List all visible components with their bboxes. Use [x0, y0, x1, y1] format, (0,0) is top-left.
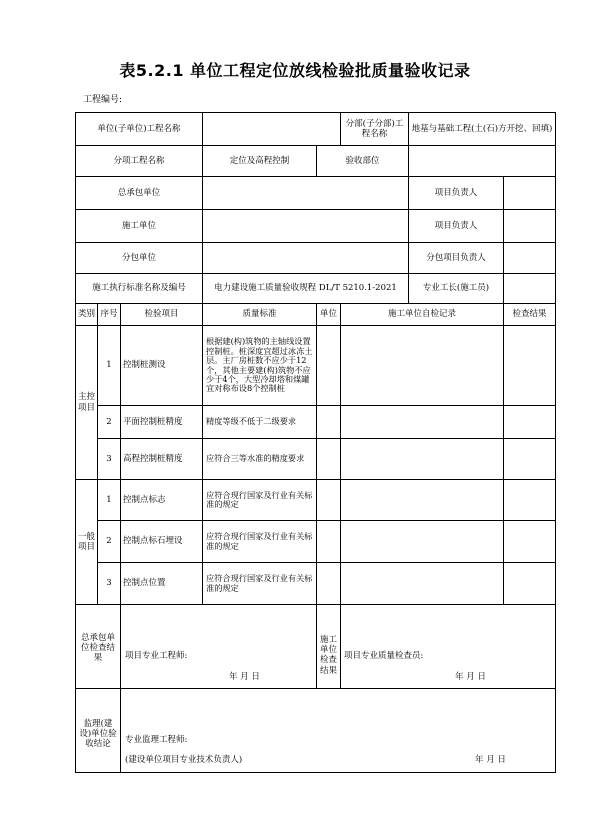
- general-contractor-value[interactable]: [202, 176, 408, 209]
- table-row-result[interactable]: [503, 405, 555, 438]
- table-row-unit[interactable]: [316, 438, 340, 479]
- item-project-label: 分项工程名称: [75, 145, 202, 176]
- sub-project-manager-label: 分包项目负责人: [408, 242, 503, 273]
- project-manager-label: 项目负责人: [408, 176, 503, 209]
- category-general: 一般项目: [75, 479, 97, 604]
- table-row-item: 控制点标志: [120, 479, 202, 520]
- table-row-self-check[interactable]: [340, 325, 503, 405]
- table-row-result[interactable]: [503, 562, 555, 604]
- construction-unit-value[interactable]: [202, 209, 408, 242]
- table-row-standard: 应符合三等水准的精度要求: [202, 438, 316, 479]
- foreman-label: 专业工长(施工员): [408, 273, 503, 303]
- category-main-control: 主控项目: [75, 325, 97, 479]
- supervision-date: 年 月 日: [475, 755, 506, 765]
- table-row-unit[interactable]: [316, 479, 340, 520]
- table-row-seq: 3: [97, 562, 120, 604]
- table-row-self-check[interactable]: [340, 562, 503, 604]
- supervision-label: 监理(建设)单位验收结论: [75, 688, 120, 772]
- gc-check-area[interactable]: [120, 604, 316, 688]
- table-row-standard: 应符合现行国家及行业有关标准的规定: [202, 562, 316, 604]
- standard-value[interactable]: 电力建设施工质量验收规程 DL/T 5210.1-2021: [202, 273, 408, 303]
- sub-project-label: 分部(子分部)工程名称: [340, 112, 408, 145]
- supervision-note: (建设单位项目专业技术负责人): [125, 755, 243, 765]
- construction-unit-label: 施工单位: [75, 209, 202, 242]
- subcontractor-value[interactable]: [202, 242, 408, 273]
- sub-project-manager-value[interactable]: [503, 242, 555, 273]
- unit-project-label: 单位(子单位)工程名称: [75, 112, 202, 145]
- table-row-self-check[interactable]: [340, 479, 503, 520]
- project-manager-value-2[interactable]: [503, 209, 555, 242]
- table-row-self-check[interactable]: [340, 438, 503, 479]
- item-project-value[interactable]: 定位及高程控制: [202, 145, 316, 176]
- table-row-result[interactable]: [503, 520, 555, 562]
- table-row-seq: 3: [97, 438, 120, 479]
- table-row-result[interactable]: [503, 479, 555, 520]
- project-number-label: 工程编号:: [83, 95, 123, 105]
- table-row-seq: 1: [97, 325, 120, 405]
- sub-project-value[interactable]: 地基与基础工程(土(石)方开挖、回填): [408, 112, 555, 145]
- gc-check-label: 总承包单位检查结果: [75, 604, 120, 688]
- inspection-record-table: [75, 112, 556, 773]
- cu-inspector-label: 项目专业质量检查员:: [344, 651, 424, 661]
- acceptance-part-label: 验收部位: [316, 145, 408, 176]
- acceptance-part-value[interactable]: [408, 145, 555, 176]
- col-header-category: 类别: [75, 303, 97, 325]
- page-title: 表5.2.1 单位工程定位放线检验批质量验收记录: [119, 61, 471, 80]
- table-row-unit[interactable]: [316, 405, 340, 438]
- col-header-unit: 单位: [316, 303, 340, 325]
- table-row-seq: 1: [97, 479, 120, 520]
- table-row-unit[interactable]: [316, 562, 340, 604]
- table-row-standard: 根据建(构)筑物的主轴线设置控制桩。桩深度宜超过冰冻土层。主厂房桩数不应少于12个，其他主要建(构)筑物不应少于4个，大型冷却塔和煤罐宜对称布设8个控制桩: [202, 325, 316, 405]
- supervision-engineer-label: 专业监理工程师:: [125, 735, 188, 745]
- unit-project-value[interactable]: [202, 112, 340, 145]
- table-row-standard: 精度等级不低于二级要求: [202, 405, 316, 438]
- gc-engineer-label: 项目专业工程师:: [125, 651, 188, 661]
- table-row-self-check[interactable]: [340, 405, 503, 438]
- cu-check-label: 施工单位检查结果: [316, 604, 340, 688]
- project-manager-value[interactable]: [503, 176, 555, 209]
- subcontractor-label: 分包单位: [75, 242, 202, 273]
- cu-check-area[interactable]: [340, 604, 555, 688]
- table-row-seq: 2: [97, 520, 120, 562]
- table-row-unit[interactable]: [316, 325, 340, 405]
- general-contractor-label: 总承包单位: [75, 176, 202, 209]
- standard-label: 施工执行标准名称及编号: [75, 273, 202, 303]
- table-row-item: 控制桩测设: [120, 325, 202, 405]
- foreman-value[interactable]: [503, 273, 555, 303]
- project-manager-label-2: 项目负责人: [408, 209, 503, 242]
- cu-date: 年 月 日: [455, 672, 486, 682]
- table-row-item: 控制点位置: [120, 562, 202, 604]
- table-row-seq: 2: [97, 405, 120, 438]
- table-row-result[interactable]: [503, 438, 555, 479]
- table-row-standard: 应符合现行国家及行业有关标准的规定: [202, 479, 316, 520]
- col-header-seq: 序号: [97, 303, 120, 325]
- table-row-result[interactable]: [503, 325, 555, 405]
- col-header-item: 检验项目: [120, 303, 202, 325]
- supervision-area[interactable]: [120, 688, 555, 772]
- table-row-item: 高程控制桩精度: [120, 438, 202, 479]
- table-row-self-check[interactable]: [340, 520, 503, 562]
- table-row-standard: 应符合现行国家及行业有关标准的规定: [202, 520, 316, 562]
- col-header-standard: 质量标准: [202, 303, 316, 325]
- table-row-item: 平面控制桩精度: [120, 405, 202, 438]
- col-header-result: 检查结果: [503, 303, 555, 325]
- table-row-unit[interactable]: [316, 520, 340, 562]
- col-header-self-check: 施工单位自检记录: [340, 303, 503, 325]
- gc-date: 年 月 日: [229, 672, 260, 682]
- table-row-item: 控制点标石埋设: [120, 520, 202, 562]
